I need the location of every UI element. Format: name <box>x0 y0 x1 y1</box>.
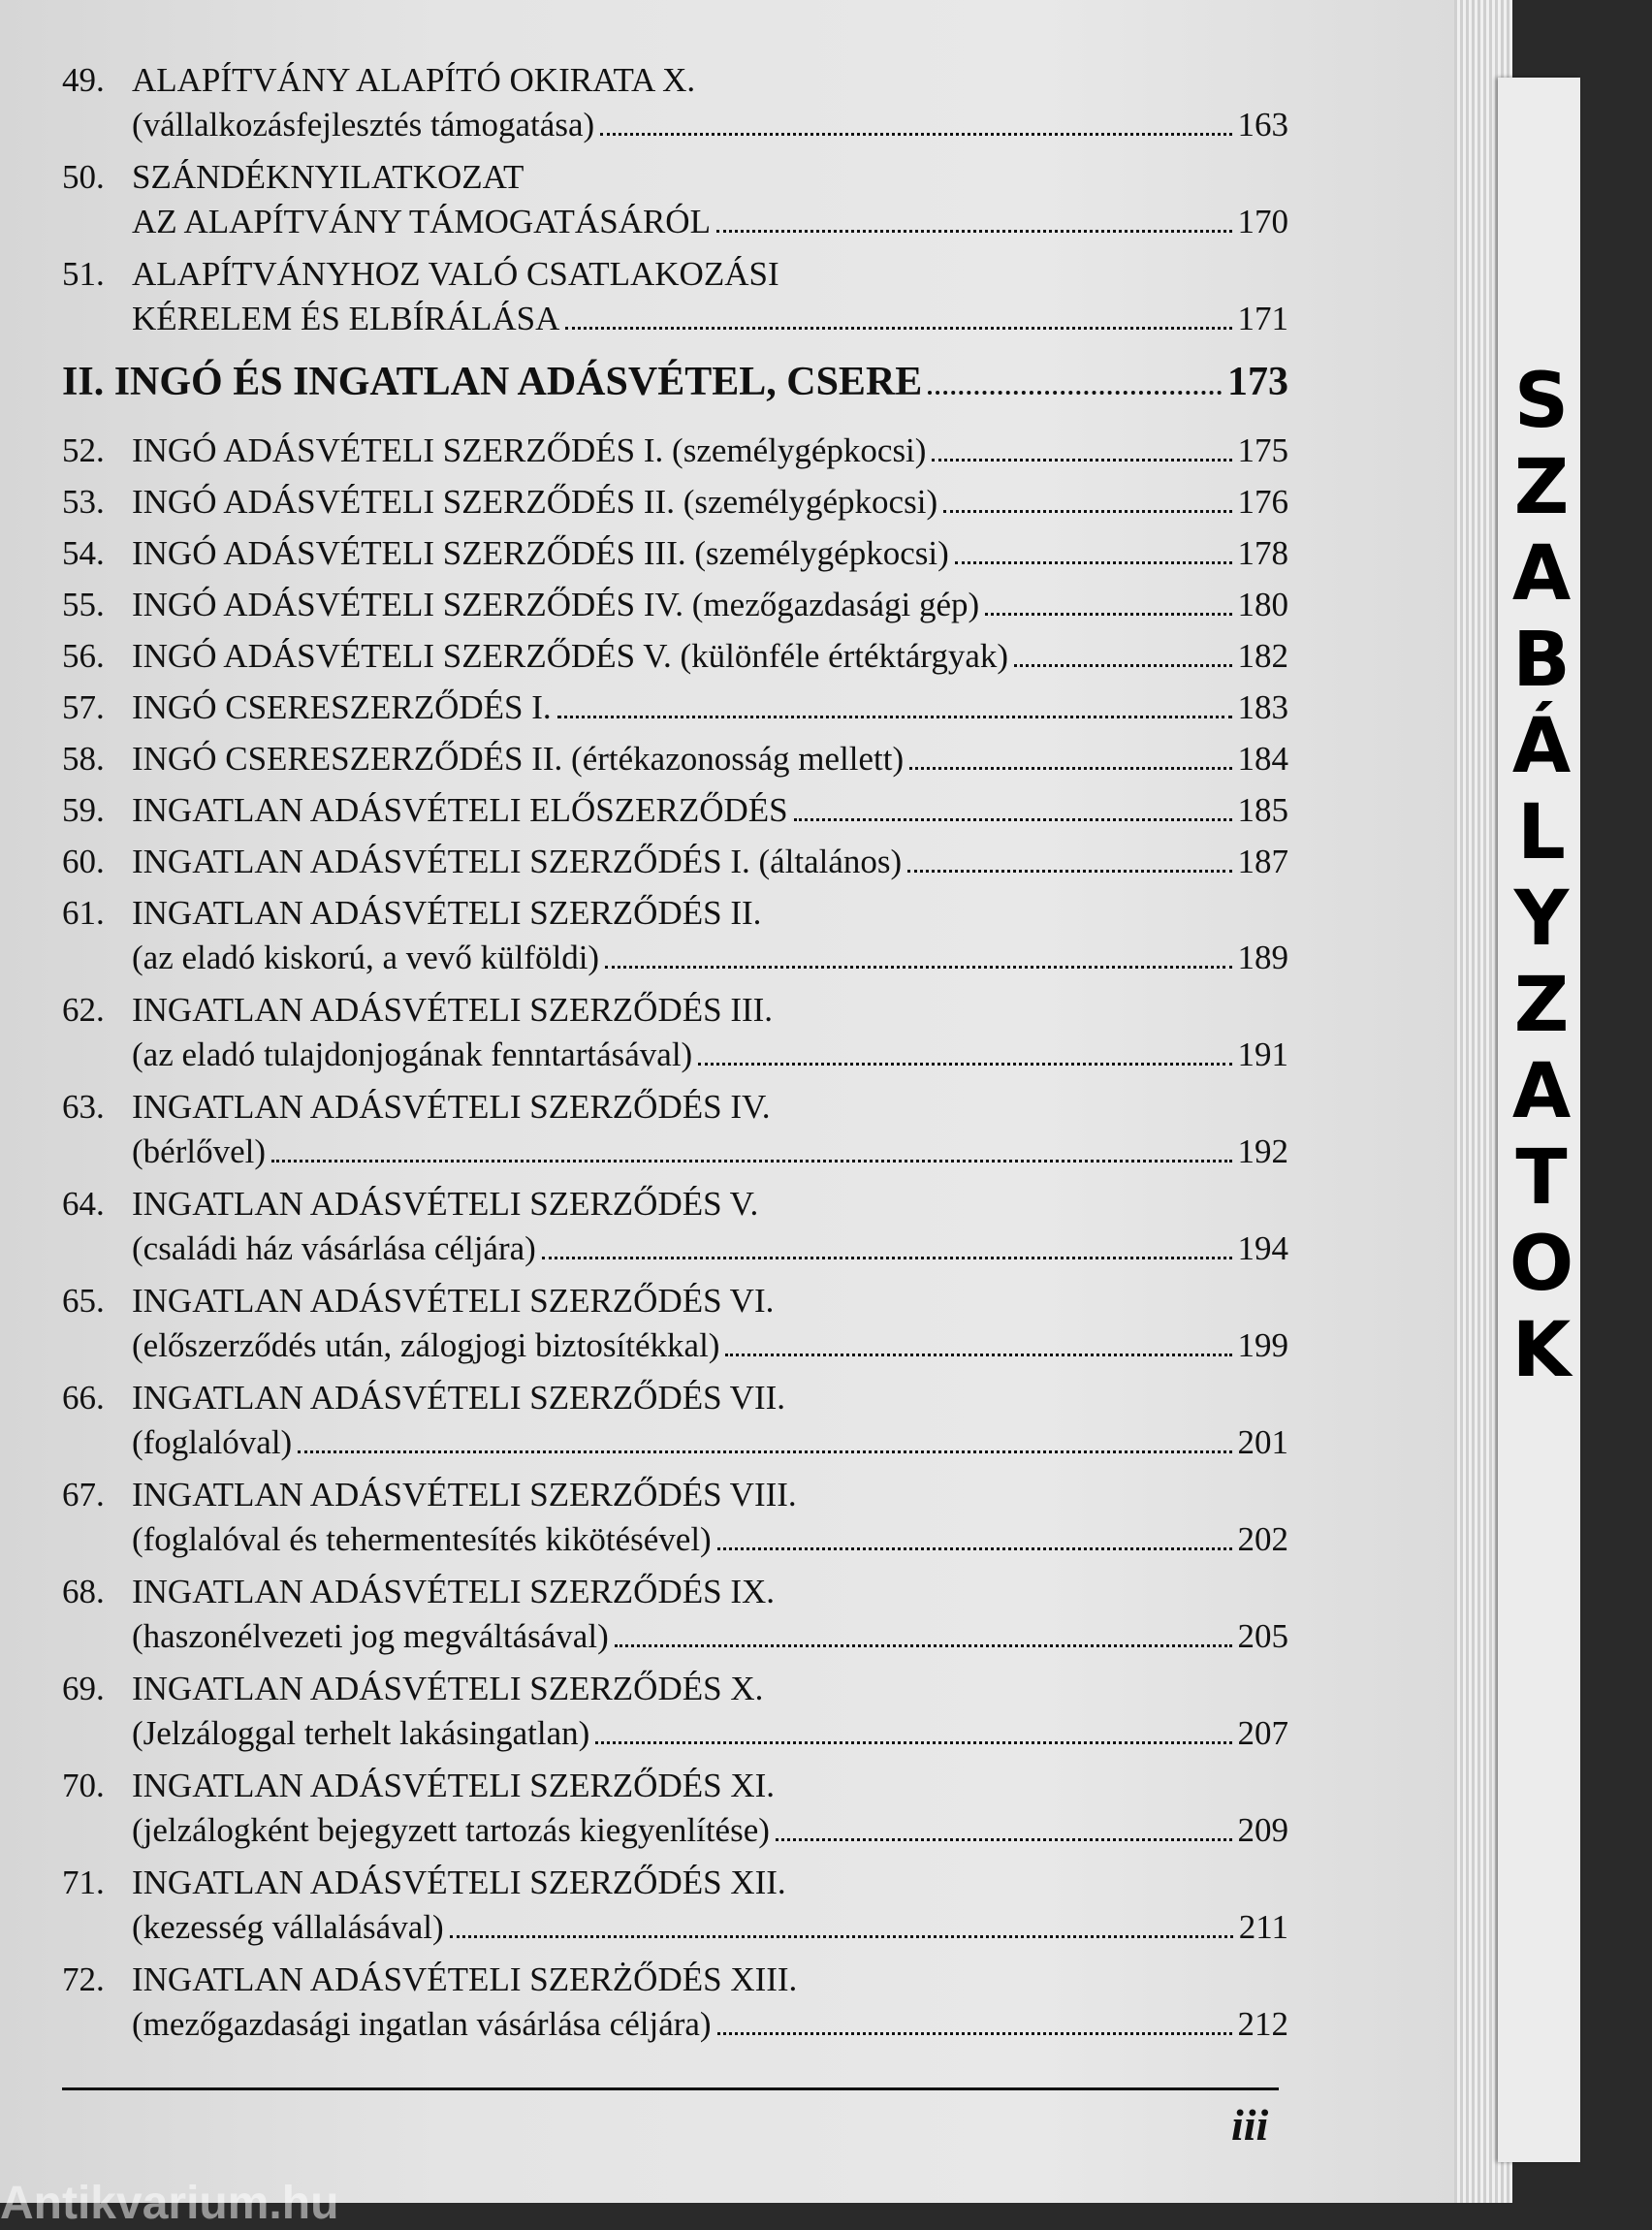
toc-entry <box>62 1473 1288 1562</box>
entry-title: INGATLAN ADÁSVÉTELI SZERZŐDÉS XI. <box>132 1767 776 1804</box>
entry-page: 171 <box>1237 300 1288 337</box>
entry-subtitle: AZ ALAPÍTVÁNY TÁMOGATÁSÁRÓL <box>132 203 711 240</box>
entry-title: ALAPÍTVÁNY ALAPÍTÓ OKIRATA X. <box>132 61 696 99</box>
toc-entry-leader-line <box>62 1226 1288 1271</box>
entry-title: INGATLAN ADÁSVÉTELI SZERZŐDÉS IV. <box>132 1088 771 1126</box>
leader-dots <box>298 1450 1231 1453</box>
entry-page: 199 <box>1237 1326 1288 1364</box>
entry-page: 185 <box>1237 791 1288 829</box>
leader-dots <box>595 1741 1231 1744</box>
toc-entry-leader-line <box>62 297 1288 341</box>
entry-title: INGATLAN ADÁSVÉTELI SZERZŐDÉS VIII. <box>132 1476 797 1513</box>
entry-page: 201 <box>1237 1423 1288 1461</box>
entry-page: 182 <box>1237 637 1288 675</box>
entry-title: INGÓ ADÁSVÉTELI SZERZŐDÉS II. (személygépkocsi) <box>132 483 938 521</box>
toc-entry <box>62 988 1288 1077</box>
entry-page: 205 <box>1237 1617 1288 1655</box>
section-heading <box>62 353 1288 411</box>
toc-entry <box>62 252 1288 341</box>
toc-entry <box>62 1570 1288 1659</box>
entry-title: INGATLAN ADÁSVÉTELI SZERZŐDÉS XII. <box>132 1864 786 1901</box>
entry-subtitle: (az eladó tulajdonjogának fenntartásával) <box>132 1035 693 1073</box>
toc-entry-title-line <box>62 1667 1288 1711</box>
entry-title: INGÓ CSERESZERZŐDÉS II. (értékazonosság mellett) <box>132 740 905 778</box>
leader-dots <box>717 2032 1232 2035</box>
leader-dots <box>907 870 1231 873</box>
leader-dots <box>943 510 1231 513</box>
entry-title: INGATLAN ADÁSVÉTELI SZERZŐDÉS V. <box>132 1185 759 1223</box>
toc-entry <box>62 583 1288 627</box>
tab-label <box>1493 359 1590 1394</box>
entry-subtitle: (vállalkozásfejlesztés támogatása) <box>132 106 595 143</box>
entry-page: 183 <box>1237 688 1288 726</box>
entry-number: 61. <box>62 894 105 932</box>
entry-title: INGÓ ADÁSVÉTELI SZERZŐDÉS III. (személygépkocsi) <box>132 534 949 572</box>
toc-entry <box>62 634 1288 679</box>
leader-dots <box>605 966 1231 969</box>
entry-subtitle: (az eladó kiskorú, a vevő külföldi) <box>132 939 600 976</box>
toc-entry <box>62 58 1288 147</box>
entry-subtitle: (családi ház vásárlása céljára) <box>132 1229 536 1267</box>
entry-subtitle: (kezesség vállalásával) <box>132 1908 444 1946</box>
toc-entry-leader-line <box>62 103 1288 147</box>
footer-rule <box>62 2087 1279 2090</box>
entry-title: INGATLAN ADÁSVÉTELI SZERZŐDÉS X. <box>132 1670 764 1707</box>
entry-subtitle: KÉRELEM ÉS ELBÍRÁLÁSA <box>132 300 560 337</box>
tab-letter: B <box>1512 617 1571 704</box>
entry-number: 65. <box>62 1282 105 1320</box>
toc-entry <box>62 1667 1288 1756</box>
entry-subtitle: (bérlővel) <box>132 1132 266 1170</box>
entry-number: 54. <box>62 534 105 572</box>
toc-entry-title-line <box>62 58 1288 103</box>
toc-group-b <box>62 429 1288 884</box>
leader-dots <box>450 1935 1233 1938</box>
leader-dots <box>1014 664 1231 667</box>
entry-title: INGATLAN ADÁSVÉTELI SZERZŐDÉS VII. <box>132 1379 786 1417</box>
entry-page: 194 <box>1237 1229 1288 1267</box>
entry-subtitle: (haszonélvezeti jog megváltásával) <box>132 1617 609 1655</box>
entry-page: 176 <box>1237 483 1288 521</box>
entry-page: 191 <box>1237 1035 1288 1073</box>
entry-title: SZÁNDÉKNYILATKOZAT <box>132 158 524 196</box>
entry-number: 55. <box>62 586 105 623</box>
entry-number: 72. <box>62 1960 105 1998</box>
toc-entry <box>62 1085 1288 1174</box>
leader-dots <box>909 767 1231 770</box>
toc-entry <box>62 155 1288 244</box>
entry-number: 59. <box>62 791 105 829</box>
entry-page: 184 <box>1237 740 1288 778</box>
toc-entry-title-line <box>62 252 1288 297</box>
toc-entry-leader-line <box>62 1033 1288 1077</box>
section-page: 173 <box>1227 360 1288 404</box>
leader-dots <box>725 1354 1231 1356</box>
leader-dots <box>928 391 1222 395</box>
toc-entry-leader-line <box>62 1614 1288 1659</box>
entry-title: INGÓ ADÁSVÉTELI SZERZŐDÉS V. (különféle értéktárgyak) <box>132 637 1009 675</box>
entry-title: INGATLAN ADÁSVÉTELI SZERZŐDÉS II. <box>132 894 762 932</box>
entry-title: INGATLAN ADÁSVÉTELI ELŐSZERZŐDÉS <box>132 791 788 829</box>
toc-entry <box>62 1279 1288 1368</box>
entry-title: INGATLAN ADÁSVÉTELI SZERZŐDÉS VI. <box>132 1282 775 1320</box>
toc-entry <box>62 1861 1288 1950</box>
entry-number: 58. <box>62 740 105 778</box>
leader-dots <box>932 459 1231 462</box>
entry-subtitle: (foglalóval és tehermentesítés kikötésével) <box>132 1520 712 1558</box>
toc-entry-title-line <box>62 1958 1288 2002</box>
entry-page: 178 <box>1237 534 1288 572</box>
tab-letter: Z <box>1513 444 1570 531</box>
toc-entry-title-line <box>62 1279 1288 1323</box>
watermark: Antikvarium.hu <box>0 2178 339 2229</box>
entry-number: 63. <box>62 1088 105 1126</box>
leader-dots <box>955 561 1232 564</box>
leader-dots <box>271 1160 1232 1163</box>
toc-entry-title-line <box>62 891 1288 936</box>
toc-entry-leader-line <box>62 1808 1288 1853</box>
entry-number: 66. <box>62 1379 105 1417</box>
toc-entry <box>62 480 1288 525</box>
entry-page: 189 <box>1237 939 1288 976</box>
leader-dots <box>716 230 1232 233</box>
entry-number: 67. <box>62 1476 105 1513</box>
leader-dots <box>698 1063 1231 1066</box>
toc-group-a <box>62 58 1288 341</box>
entry-page: 175 <box>1237 431 1288 469</box>
entry-page: 209 <box>1237 1811 1288 1849</box>
entry-number: 64. <box>62 1185 105 1223</box>
toc-entry <box>62 1958 1288 2047</box>
entry-number: 57. <box>62 688 105 726</box>
toc-entry-title-line <box>62 1085 1288 1130</box>
toc-group-c <box>62 891 1288 2047</box>
entry-subtitle: (foglalóval) <box>132 1423 293 1461</box>
entry-subtitle: (előszerződés után, zálogjogi biztosítékkal) <box>132 1326 720 1364</box>
toc-entry-leader-line <box>62 1905 1288 1950</box>
entry-number: 50. <box>62 158 105 196</box>
toc-entry <box>62 685 1288 730</box>
toc-entry <box>62 891 1288 980</box>
toc-entry-title-line <box>62 1182 1288 1226</box>
toc-entry-leader-line <box>62 936 1288 980</box>
toc-entry-leader-line <box>62 2002 1288 2047</box>
toc-entry-leader-line <box>62 1711 1288 1756</box>
entry-page: 211 <box>1238 1908 1288 1946</box>
page-folio: iii <box>1231 2100 1269 2150</box>
tab-letter: Z <box>1513 962 1570 1049</box>
entry-title: INGÓ ADÁSVÉTELI SZERZŐDÉS IV. (mezőgazdasági gép) <box>132 586 980 623</box>
entry-number: 60. <box>62 843 105 880</box>
tab-letter: Á <box>1511 703 1572 790</box>
leader-dots <box>615 1644 1232 1647</box>
entry-title: INGÓ CSERESZERZŐDÉS I. <box>132 688 552 726</box>
tab-letter: L <box>1517 789 1566 876</box>
toc-entry-title-line <box>62 1764 1288 1808</box>
toc-entry-leader-line <box>62 1420 1288 1465</box>
tab-letter: K <box>1511 1307 1572 1394</box>
entry-number: 68. <box>62 1573 105 1610</box>
toc-entry-leader-line <box>62 1130 1288 1174</box>
table-of-contents <box>62 58 1288 2055</box>
toc-entry <box>62 1764 1288 1853</box>
toc-entry <box>62 737 1288 781</box>
entry-page: 170 <box>1237 203 1288 240</box>
leader-dots <box>776 1838 1232 1841</box>
toc-entry <box>62 788 1288 833</box>
entry-subtitle: (Jelzáloggal terhelt lakásingatlan) <box>132 1714 590 1752</box>
tab-letter: Y <box>1513 876 1570 963</box>
entry-page: 187 <box>1237 843 1288 880</box>
entry-number: 51. <box>62 255 105 293</box>
toc-entry-leader-line <box>62 1517 1288 1562</box>
toc-entry-leader-line <box>62 200 1288 244</box>
tab-letter: T <box>1515 1134 1568 1222</box>
entry-title: INGATLAN ADÁSVÉTELI SZERZŐDÉS IX. <box>132 1573 776 1610</box>
toc-entry-title-line <box>62 1473 1288 1517</box>
entry-page: 192 <box>1237 1132 1288 1170</box>
toc-entry-leader-line <box>62 1323 1288 1368</box>
entry-number: 49. <box>62 61 105 99</box>
entry-title: INGÓ ADÁSVÉTELI SZERZŐDÉS I. (személygépkocsi) <box>132 431 927 469</box>
leader-dots <box>717 1547 1232 1550</box>
leader-dots <box>557 716 1232 718</box>
entry-page: 180 <box>1237 586 1288 623</box>
entry-page: 212 <box>1237 2005 1288 2043</box>
toc-entry <box>62 531 1288 576</box>
leader-dots <box>985 613 1231 616</box>
entry-title: INGATLAN ADÁSVÉTELI SZERZŐDÉS III. <box>132 991 774 1029</box>
tab-letter: A <box>1511 530 1572 618</box>
tab-letter: A <box>1511 1048 1572 1135</box>
entry-page: 207 <box>1237 1714 1288 1752</box>
entry-number: 53. <box>62 483 105 521</box>
entry-number: 52. <box>62 431 105 469</box>
entry-title: ALAPÍTVÁNYHOZ VALÓ CSATLAKOZÁSI <box>132 255 779 293</box>
toc-entry-title-line <box>62 155 1288 200</box>
toc-entry <box>62 1182 1288 1271</box>
entry-number: 56. <box>62 637 105 675</box>
entry-title: INGATLAN ADÁSVÉTELI SZERZŐDÉS I. (általános) <box>132 843 903 880</box>
toc-entry-title-line <box>62 988 1288 1033</box>
entry-number: 71. <box>62 1864 105 1901</box>
entry-page: 202 <box>1237 1520 1288 1558</box>
entry-number: 69. <box>62 1670 105 1707</box>
entry-number: 70. <box>62 1767 105 1804</box>
toc-entry-title-line <box>62 1861 1288 1905</box>
entry-title: INGATLAN ADÁSVÉTELI SZERŻŐDÉS XIII. <box>132 1960 798 1998</box>
tab-letter: O <box>1509 1221 1574 1308</box>
toc-entry <box>62 1376 1288 1465</box>
entry-subtitle: (mezőgazdasági ingatlan vásárlása céljára) <box>132 2005 712 2043</box>
toc-entry-title-line <box>62 1570 1288 1614</box>
leader-dots <box>794 818 1232 821</box>
toc-entry-title-line <box>62 1376 1288 1420</box>
tab-letter: S <box>1513 358 1570 445</box>
entry-page: 163 <box>1237 106 1288 143</box>
leader-dots <box>542 1257 1232 1259</box>
toc-entry <box>62 840 1288 884</box>
entry-subtitle: (jelzálogként bejegyzett tartozás kiegyenlítése) <box>132 1811 770 1849</box>
section-title: II. INGÓ ÉS INGATLAN ADÁSVÉTEL, CSERE <box>62 360 923 404</box>
toc-entry <box>62 429 1288 473</box>
leader-dots <box>600 133 1231 136</box>
entry-number: 62. <box>62 991 105 1029</box>
leader-dots <box>565 327 1231 330</box>
